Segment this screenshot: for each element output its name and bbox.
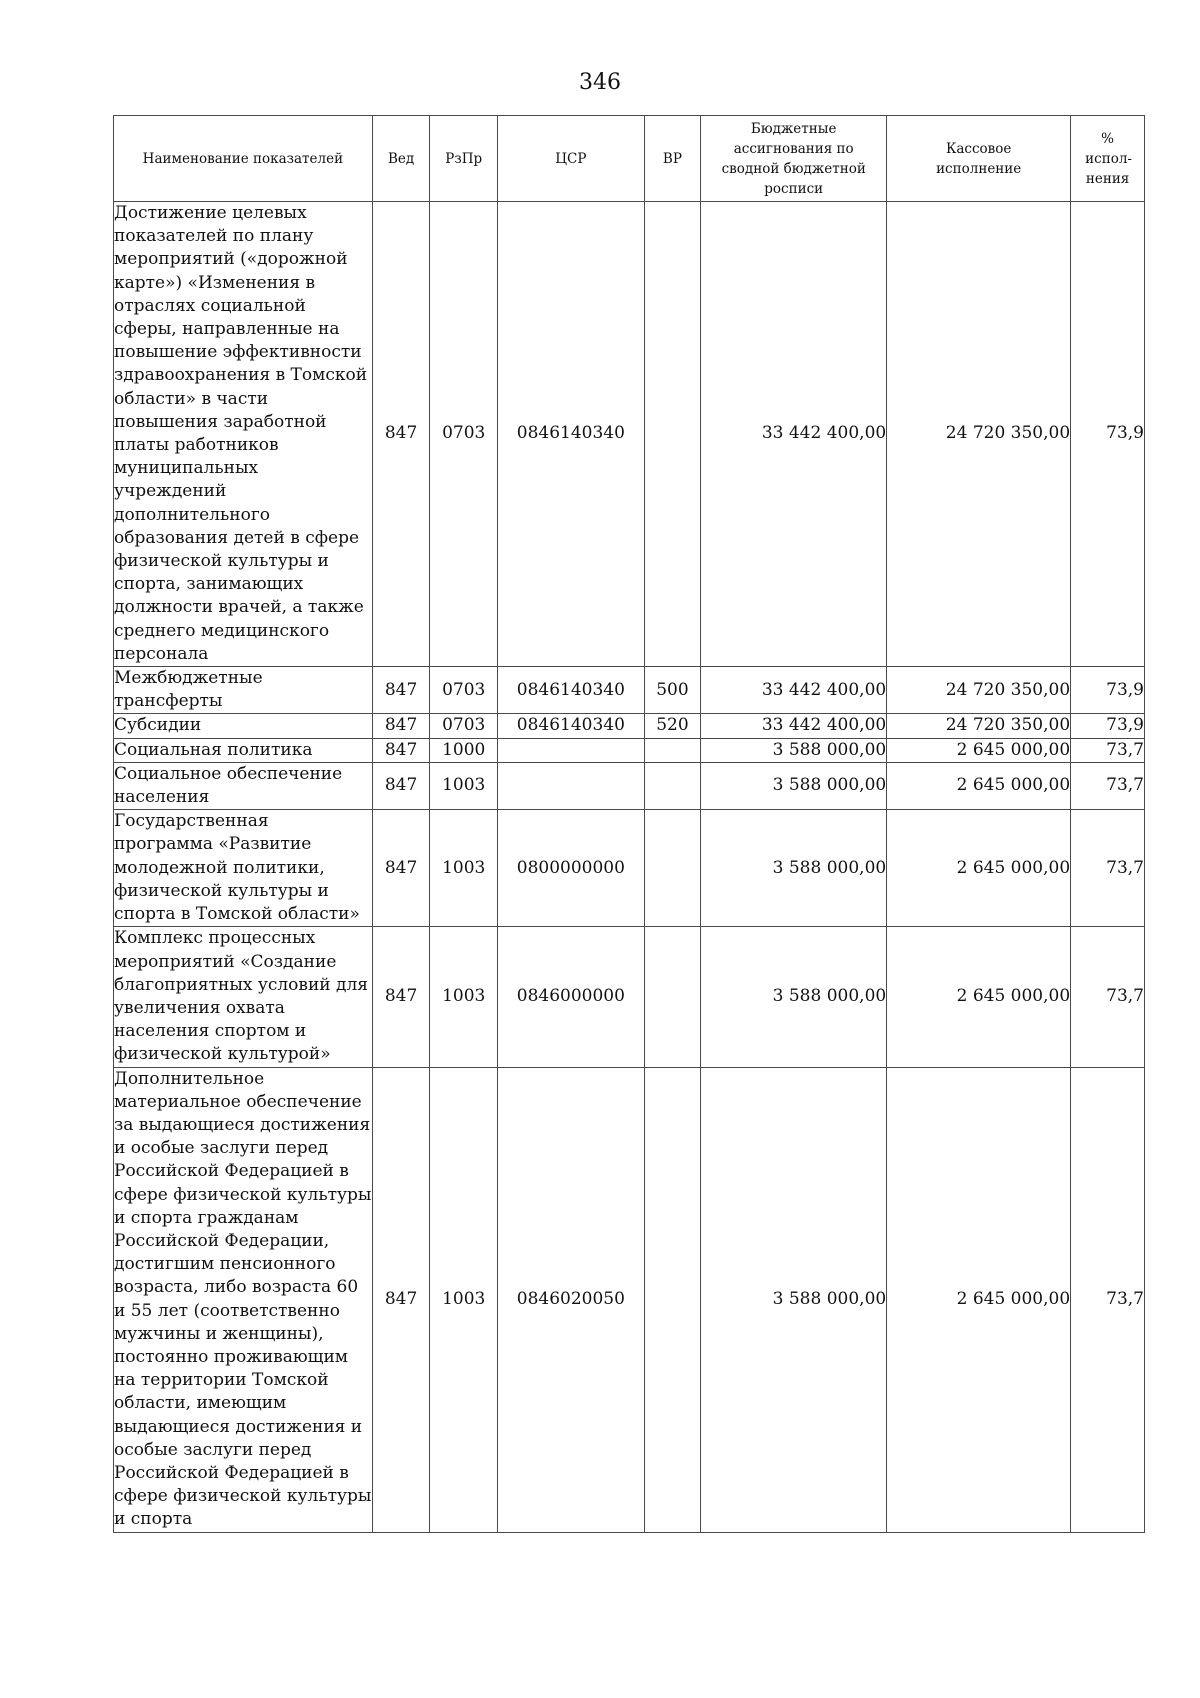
row-csr [498, 762, 645, 809]
row-cash: 2 645 000,00 [887, 1067, 1071, 1532]
row-percent: 73,7 [1071, 1067, 1145, 1532]
row-cash: 24 720 350,00 [887, 202, 1071, 667]
header-cash-execution: Кассовое исполнение [887, 116, 1071, 202]
row-ved: 847 [372, 810, 430, 927]
row-name: Социальная политика [114, 738, 373, 762]
row-ved: 847 [372, 667, 430, 714]
row-rzpr: 0703 [430, 202, 498, 667]
row-percent: 73,9 [1071, 202, 1145, 667]
header-name: Наименование показателей [114, 116, 373, 202]
table-row [114, 202, 1145, 667]
row-percent: 73,7 [1071, 927, 1145, 1067]
row-assignment: 3 588 000,00 [701, 738, 887, 762]
row-cash: 2 645 000,00 [887, 927, 1071, 1067]
row-assignment: 3 588 000,00 [701, 762, 887, 809]
row-vr [644, 738, 701, 762]
row-cash: 24 720 350,00 [887, 714, 1071, 738]
row-name: Достижение целевых показателей по плану мероприятий («дорожной карте») «Изменения в отраслях социальной сферы, направленные на повышение эффективности здравоохранения в Томской области» в части повышения заработной платы работников муниципальных учреждений дополнительного образования детей в сфере физической культуры и спорта, занимающих должности врачей, а также среднего медицинского персонала [114, 202, 373, 667]
row-percent: 73,7 [1071, 738, 1145, 762]
row-rzpr: 1000 [430, 738, 498, 762]
row-ved: 847 [372, 927, 430, 1067]
row-csr: 0846140340 [498, 202, 645, 667]
row-vr [644, 1067, 701, 1532]
row-percent: 73,7 [1071, 810, 1145, 927]
row-ved: 847 [372, 1067, 430, 1532]
row-name: Межбюджетные трансферты [114, 667, 373, 714]
row-ved: 847 [372, 714, 430, 738]
row-name: Комплекс процессных мероприятий «Создание благоприятных условий для увеличения охвата населения спортом и физической культурой» [114, 927, 373, 1067]
row-csr: 0846140340 [498, 714, 645, 738]
row-percent: 73,9 [1071, 667, 1145, 714]
header-budget-assignments: Бюджетные ассигнования по сводной бюджетной росписи [701, 116, 887, 202]
budget-execution-table [113, 115, 1145, 1533]
row-name: Дополнительное материальное обеспечение за выдающиеся достижения и особые заслуги перед Российской Федерацией в сфере физической культуры и спорта гражданам Российской Федерации, достигшим пенсионного возраста, либо возраста 60 и 55 лет (соответственно мужчины и женщины), постоянно проживающим на территории Томской области, имеющим выдающиеся достижения и особые заслуги перед Российской Федерацией в сфере физической культуры и спорта [114, 1067, 373, 1532]
table-row [114, 762, 1145, 809]
row-vr [644, 762, 701, 809]
row-ved: 847 [372, 202, 430, 667]
row-name: Государственная программа «Развитие молодежной политики, физической культуры и спорта в Томской области» [114, 810, 373, 927]
page-number: 346 [579, 70, 621, 95]
row-assignment: 33 442 400,00 [701, 202, 887, 667]
row-assignment: 33 442 400,00 [701, 714, 887, 738]
table-row [114, 810, 1145, 927]
row-cash: 24 720 350,00 [887, 667, 1071, 714]
row-rzpr: 0703 [430, 667, 498, 714]
row-percent: 73,9 [1071, 714, 1145, 738]
row-rzpr: 1003 [430, 762, 498, 809]
row-name: Социальное обеспечение населения [114, 762, 373, 809]
row-cash: 2 645 000,00 [887, 762, 1071, 809]
header-vr: ВР [644, 116, 701, 202]
row-rzpr: 1003 [430, 927, 498, 1067]
row-assignment: 3 588 000,00 [701, 1067, 887, 1532]
row-csr: 0846020050 [498, 1067, 645, 1532]
table-row [114, 714, 1145, 738]
row-assignment: 3 588 000,00 [701, 810, 887, 927]
row-vr [644, 202, 701, 667]
row-vr: 520 [644, 714, 701, 738]
row-rzpr: 1003 [430, 810, 498, 927]
row-vr [644, 927, 701, 1067]
row-ved: 847 [372, 738, 430, 762]
row-csr: 0800000000 [498, 810, 645, 927]
row-csr: 0846000000 [498, 927, 645, 1067]
row-rzpr: 1003 [430, 1067, 498, 1532]
table-row [114, 738, 1145, 762]
row-vr: 500 [644, 667, 701, 714]
row-cash: 2 645 000,00 [887, 810, 1071, 927]
row-rzpr: 0703 [430, 714, 498, 738]
header-rzpr: РзПр [430, 116, 498, 202]
table-row [114, 667, 1145, 714]
row-assignment: 33 442 400,00 [701, 667, 887, 714]
table-row [114, 927, 1145, 1067]
row-csr [498, 738, 645, 762]
row-cash: 2 645 000,00 [887, 738, 1071, 762]
table-header-row [114, 116, 1145, 202]
header-csr: ЦСР [498, 116, 645, 202]
row-percent: 73,7 [1071, 762, 1145, 809]
row-vr [644, 810, 701, 927]
row-ved: 847 [372, 762, 430, 809]
header-execution-percent: % испол-нения [1071, 116, 1145, 202]
row-name: Субсидии [114, 714, 373, 738]
row-csr: 0846140340 [498, 667, 645, 714]
row-assignment: 3 588 000,00 [701, 927, 887, 1067]
header-ved: Вед [372, 116, 430, 202]
table-row [114, 1067, 1145, 1532]
